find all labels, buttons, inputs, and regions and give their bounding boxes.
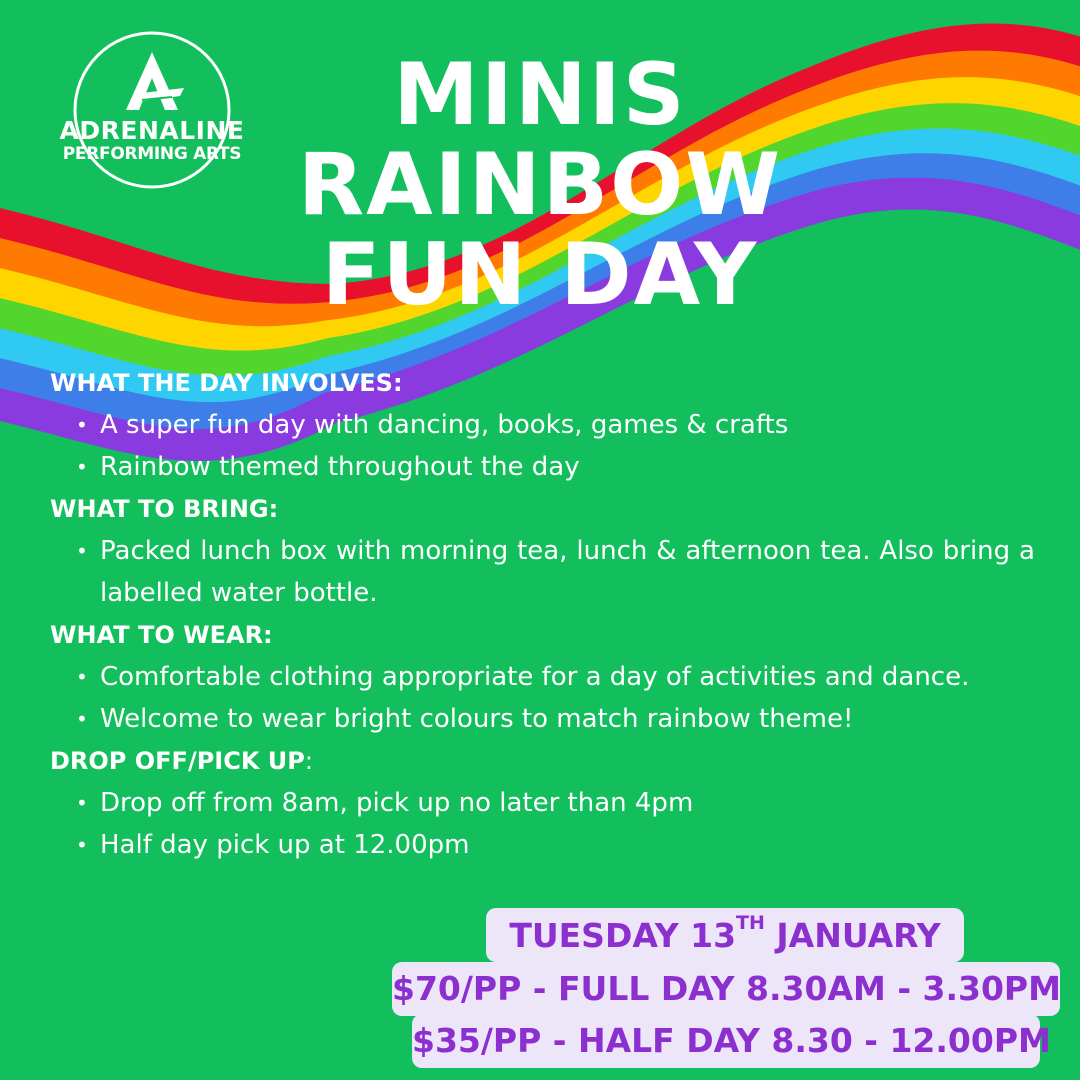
- list-item: • Drop off from 8am, pick up no later than 4pm: [100, 782, 1035, 824]
- involves-list: [50, 404, 1035, 488]
- section-heading-involves: WHAT THE DAY INVOLVES:: [50, 369, 403, 397]
- title-line-1: MINIS: [393, 45, 687, 145]
- title-line-3: FUN DAY: [321, 225, 759, 325]
- wear-list: [50, 656, 1035, 740]
- half-day-price: $35/PP - HALF DAY 8.30 - 12.00PM: [412, 1021, 1051, 1060]
- bring-list: [50, 530, 1035, 614]
- event-date: TUESDAY 13TH JANUARY: [509, 912, 941, 955]
- section-heading-dropoff: DROP OFF/PICK UP:: [50, 747, 313, 775]
- dropoff-list: [50, 782, 1035, 866]
- list-item: • Rainbow themed throughout the day: [100, 446, 1035, 488]
- list-item: • Half day pick up at 12.00pm: [100, 824, 1035, 866]
- page-title: [230, 45, 850, 325]
- logo-name: ADRENALINE: [59, 116, 245, 145]
- list-item: • Comfortable clothing appropriate for a day of activities and dance.: [100, 656, 1035, 698]
- title-line-2: RAINBOW: [297, 135, 783, 235]
- section-heading-wear: WHAT TO WEAR:: [50, 621, 273, 649]
- list-item: • Packed lunch box with morning tea, lunch & afternoon tea. Also bring a labelled water bottle.: [100, 530, 1035, 614]
- logo-subtitle: PERFORMING ARTS: [62, 144, 242, 164]
- full-day-price: $70/PP - FULL DAY 8.30AM - 3.30PM: [392, 969, 1061, 1008]
- adrenaline-logo: [52, 30, 252, 190]
- list-item: • Welcome to wear bright colours to match rainbow theme!: [100, 698, 1035, 740]
- section-heading-bring: WHAT TO BRING:: [50, 495, 279, 523]
- event-details: [50, 362, 1035, 866]
- list-item: • A super fun day with dancing, books, games & crafts: [100, 404, 1035, 446]
- letter-a-logo-icon: [52, 30, 252, 190]
